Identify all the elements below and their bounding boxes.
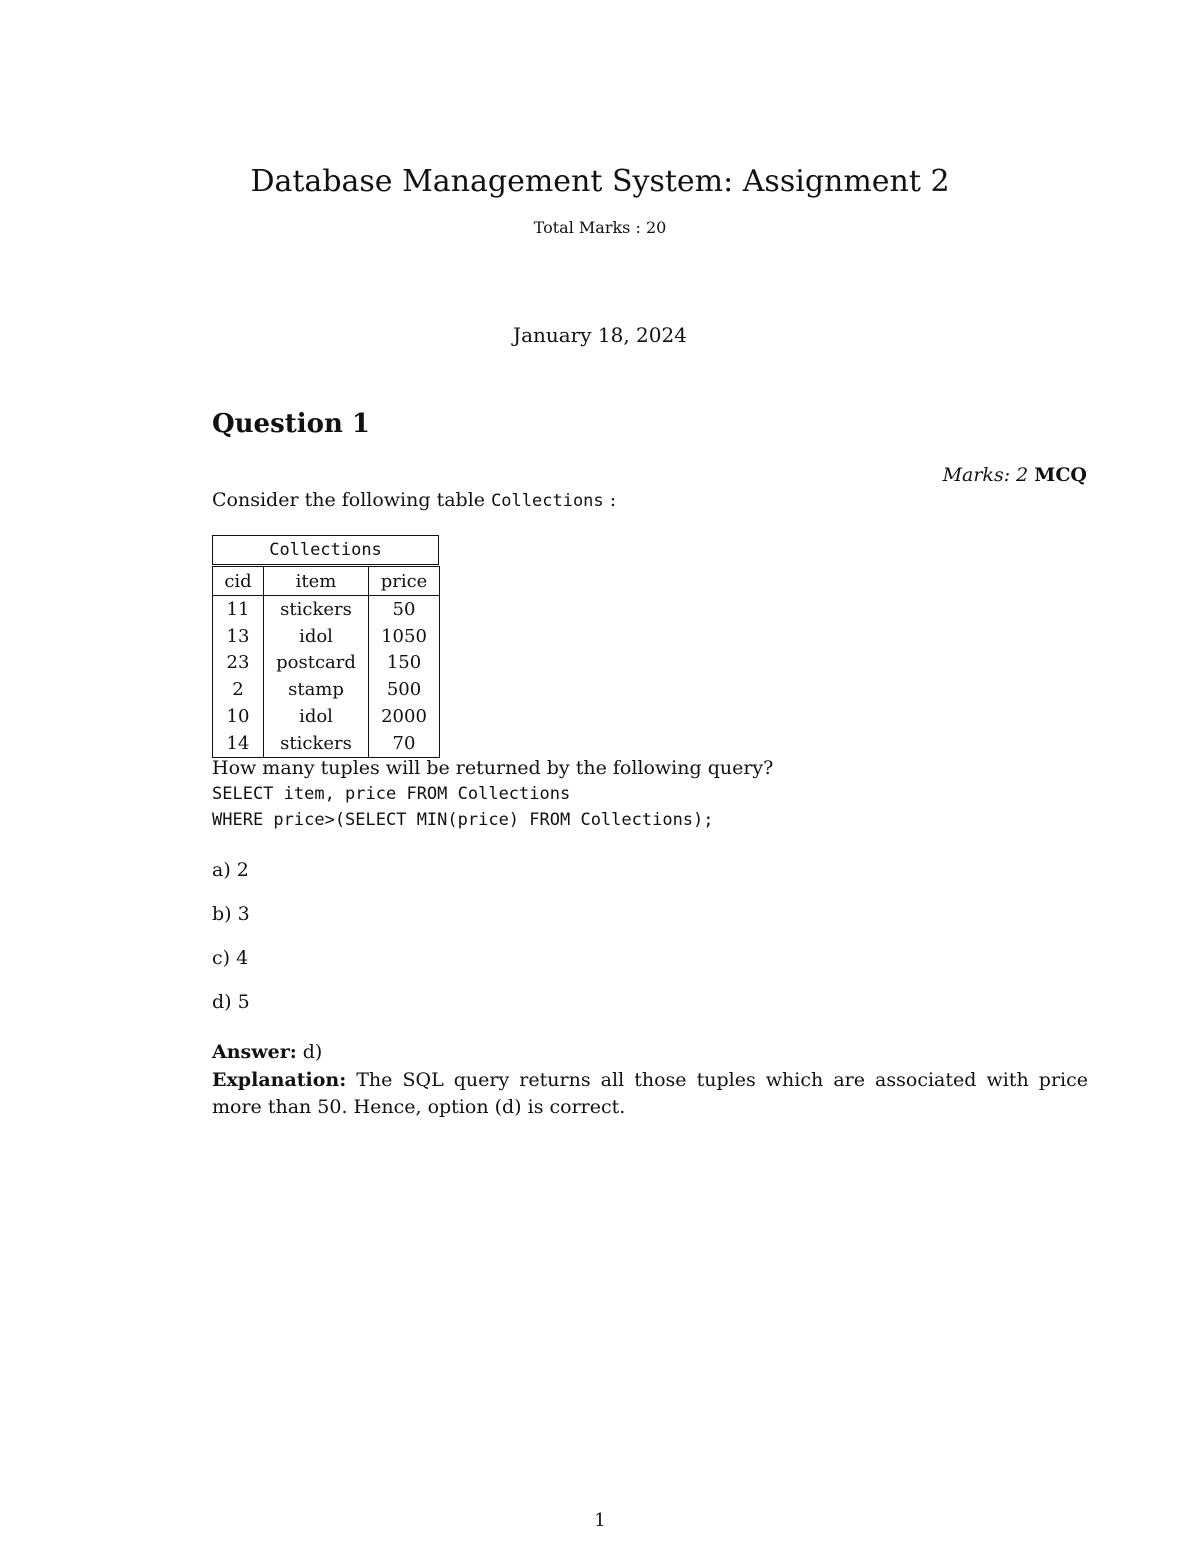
header-item: item	[264, 567, 369, 596]
table-row	[213, 623, 440, 650]
cell-item: stickers	[264, 730, 369, 757]
document-title: Database Management System: Assignment 2	[250, 164, 950, 199]
cell-cid: 2	[213, 676, 264, 703]
cell-cid: 11	[213, 596, 264, 623]
cell-cid: 10	[213, 703, 264, 730]
explanation-label: Explanation:	[212, 1069, 347, 1091]
table-row	[213, 650, 440, 677]
collections-table	[212, 566, 440, 758]
cell-cid: 14	[213, 730, 264, 757]
cell-price: 50	[369, 596, 440, 623]
table-row	[213, 676, 440, 703]
option-d: d) 5	[212, 991, 250, 1013]
table-row	[213, 730, 440, 757]
marks-label: Marks: 2	[942, 464, 1029, 486]
cell-item: stickers	[264, 596, 369, 623]
cell-item: postcard	[264, 650, 369, 677]
header-price: price	[369, 567, 440, 596]
intro-prefix: Consider the following table	[212, 489, 492, 511]
option-b: b) 3	[212, 903, 250, 925]
total-marks: Total Marks : 20	[533, 218, 667, 237]
answer-label: Answer:	[212, 1041, 297, 1063]
marks-line	[943, 463, 1087, 487]
cell-item: stamp	[264, 676, 369, 703]
table-header-row	[213, 567, 440, 596]
question-heading: Question 1	[212, 409, 371, 439]
question-prompt: How many tuples will be returned by the following query?	[212, 757, 774, 779]
cell-cid: 13	[213, 623, 264, 650]
marks-type: MCQ	[1034, 464, 1087, 486]
cell-item: idol	[264, 623, 369, 650]
option-a: a) 2	[212, 859, 249, 881]
document-date: January 18, 2024	[513, 323, 687, 347]
explanation-text: The SQL query returns all those tuples which are associated with price more than 50. Hence, option (d) is correct.	[212, 1069, 1088, 1118]
page-number: 1	[594, 1510, 606, 1531]
cell-price: 1050	[369, 623, 440, 650]
sql-line-1: SELECT item, price FROM Collections	[212, 784, 571, 804]
intro-table-name: Collections	[491, 491, 604, 511]
cell-cid: 23	[213, 650, 264, 677]
cell-item: idol	[264, 703, 369, 730]
cell-price: 2000	[369, 703, 440, 730]
table-caption: Collections	[212, 535, 439, 565]
cell-price: 150	[369, 650, 440, 677]
cell-price: 500	[369, 676, 440, 703]
option-c: c) 4	[212, 947, 249, 969]
sql-line-2: WHERE price>(SELECT MIN(price) FROM Collections);	[212, 810, 714, 830]
cell-price: 70	[369, 730, 440, 757]
answer-value: d)	[296, 1041, 323, 1063]
explanation	[212, 1067, 1088, 1121]
intro-suffix: :	[603, 489, 617, 511]
header-cid: cid	[213, 567, 264, 596]
question-intro	[212, 488, 616, 513]
table-row	[213, 596, 440, 623]
table-row	[213, 703, 440, 730]
answer-line	[212, 1040, 322, 1064]
